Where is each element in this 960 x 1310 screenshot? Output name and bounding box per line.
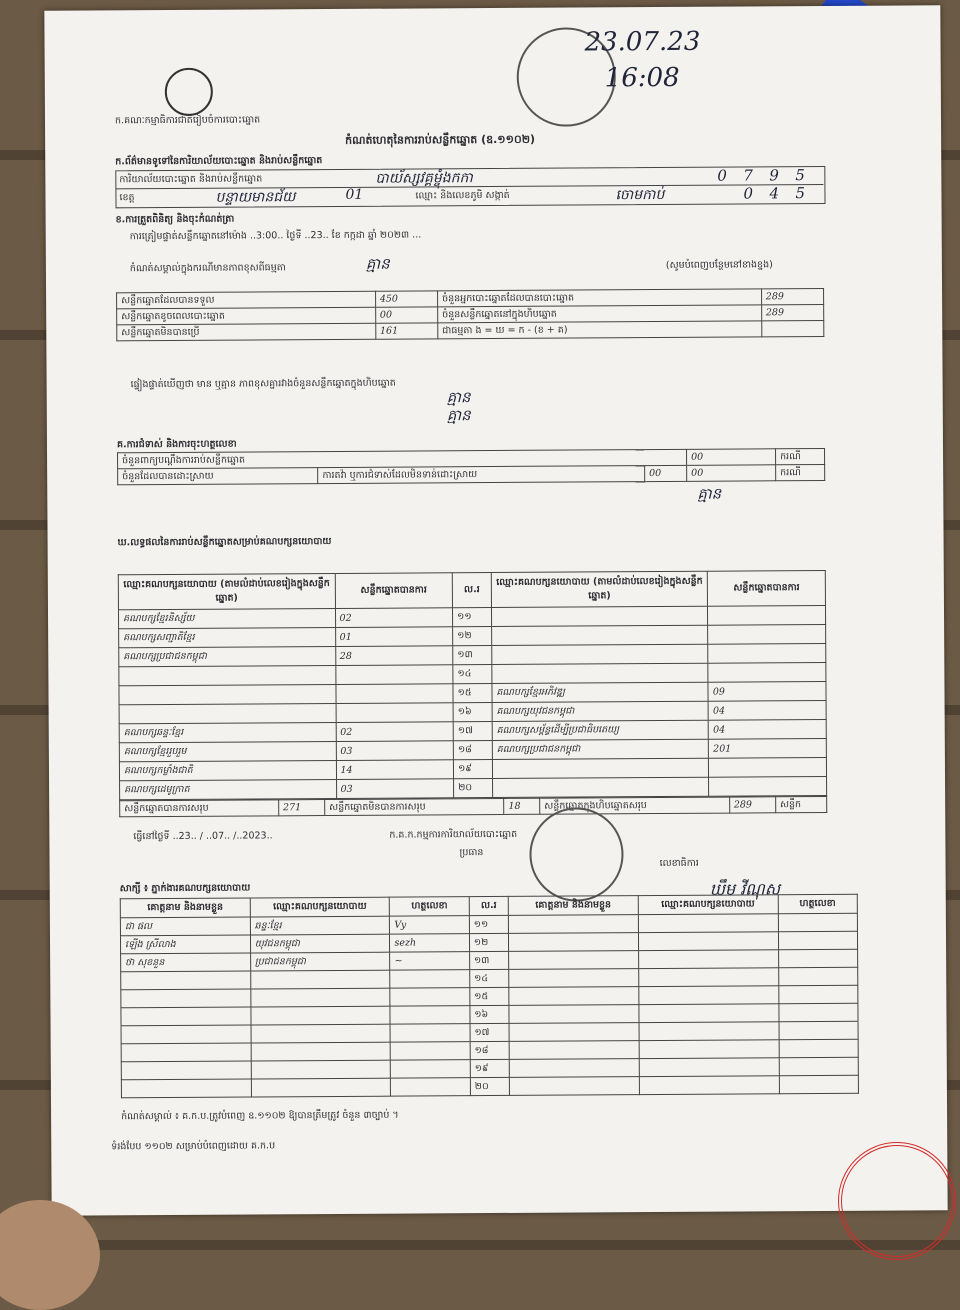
thumb xyxy=(0,1200,100,1310)
witness-row xyxy=(121,1075,858,1098)
witness-sign-right xyxy=(778,1003,858,1021)
totals-row xyxy=(119,796,827,817)
chair-label: ប្រធាន xyxy=(459,847,484,859)
witness-name-left xyxy=(121,1007,251,1026)
result-votes-left xyxy=(335,684,453,704)
result-votes-left: 01 xyxy=(335,627,453,647)
complaints-unit: ករណី xyxy=(776,448,825,464)
page-title: កំណត់ហេតុនៃការរាប់សន្លឹកឆ្នោត (ឧ.១១០២) xyxy=(345,132,536,147)
result-party-right xyxy=(492,777,709,797)
witness-party-right xyxy=(639,1022,779,1041)
result-votes-left: 03 xyxy=(336,741,454,761)
province-label: ខេត្ត xyxy=(119,192,135,204)
result-party-left: គណបក្សឆន្ទៈខ្មែរ xyxy=(119,722,336,742)
result-no-right: ១៧ xyxy=(453,722,492,741)
witness-name-right xyxy=(509,969,639,988)
witness-party-right xyxy=(639,986,779,1005)
note-label: កំណត់សម្គាល់ក្នុងករណីមានភាពខុសពីធម្មតា xyxy=(129,262,286,275)
witness-party-left: ឆន្ទៈខ្មែរ xyxy=(250,916,390,935)
result-votes-right xyxy=(709,757,827,777)
witness-party-left xyxy=(250,970,390,989)
result-no-right: ១៩ xyxy=(454,760,493,779)
check-text: ផ្ទៀងផ្ទាត់ឃើញថា មាន ឬគ្មាន ភាពខុសគ្នារវាងចំនួនសន្លឹកឆ្នោតក្នុងហិបឆ្នោត xyxy=(130,377,396,391)
witness-name-left xyxy=(121,1079,251,1098)
office-label: ការិយាល័យបោះឆ្នោត និងរាប់សន្លឹកឆ្នោត xyxy=(119,173,263,186)
complaints-value: 00 xyxy=(687,449,776,466)
witness-party-right xyxy=(639,1076,779,1095)
witness-name-right xyxy=(509,1041,639,1060)
office-digit-1: 0 xyxy=(717,166,727,185)
witness-name-right xyxy=(508,915,638,934)
witness-name-left xyxy=(121,1061,251,1080)
note2-value: គ្មាន xyxy=(446,388,471,407)
result-votes-left: 03 xyxy=(336,779,454,799)
witness-sign-right xyxy=(779,1039,859,1057)
result-votes-left: 14 xyxy=(336,760,454,780)
box-count-value: 289 xyxy=(761,304,823,320)
witness-sign-left xyxy=(390,988,470,1006)
witness-sign-left xyxy=(390,1024,470,1042)
commune-label: ឈ្មោះ និងលេខភូមិ សង្កាត់ xyxy=(415,189,510,202)
result-votes-right xyxy=(708,624,826,644)
witness-name-left xyxy=(121,971,251,990)
result-no-right: ១២ xyxy=(453,627,492,646)
witness-name-right xyxy=(509,951,639,970)
result-party-right xyxy=(491,625,708,645)
result-votes-left: 02 xyxy=(336,722,454,742)
section4-heading: ឃ.លទ្ធផលនៃការរាប់សន្លឹកឆ្នោតសម្រាប់គណបក្សនយោបាយ xyxy=(117,536,332,549)
result-party-right xyxy=(491,606,708,626)
witness-party-left xyxy=(251,1060,391,1079)
result-votes-right xyxy=(708,605,826,625)
witness-no-right: ១៤ xyxy=(470,969,509,987)
received-label: សន្លឹកឆ្នោតដែលបានទទួល xyxy=(117,291,376,309)
unused-label: សន្លឹកឆ្នោតមិនបានប្រើ xyxy=(117,323,376,341)
witness-sign-left: Vy xyxy=(390,916,470,934)
witness-sign-left xyxy=(391,1060,471,1078)
result-votes-right: 09 xyxy=(708,681,826,701)
result-party-left: គណបក្សដេមូក្រាត xyxy=(120,779,337,799)
result-party-left: គណបក្សខ្មែររួបរួម xyxy=(119,741,336,761)
witness-no-right: ១៨ xyxy=(470,1041,509,1059)
result-party-left: គណបក្សសញ្ជាតិខ្មែរ xyxy=(119,627,336,647)
province-code: 01 xyxy=(345,186,364,203)
witness-no-right: ១១ xyxy=(469,915,508,933)
witness-name-left xyxy=(121,1025,251,1044)
committee-name: ក.គ.ក.កម្មការការិយាល័យបោះឆ្នោត xyxy=(389,828,518,841)
box-count-label: ចំនួនសន្លឹកឆ្នោតនៅក្នុងហិបឆ្នោត xyxy=(438,305,762,323)
witness-party-left xyxy=(251,1042,391,1061)
result-party-left: គណបក្សប្រជាជនកម្ពុជា xyxy=(119,646,336,666)
form-id: ទំរង់បែប ១១០២ សម្រាប់បំពេញដោយ គ.ក.ប xyxy=(111,1140,276,1153)
witness-sign-right xyxy=(778,913,858,931)
result-votes-right: 04 xyxy=(708,719,826,739)
witness-no-right: ១៧ xyxy=(470,1023,509,1041)
results-table xyxy=(118,570,827,800)
formula-label: ជាធម្មតា ង = ឃ = ក - (ខ + គ) xyxy=(438,321,762,339)
result-party-right xyxy=(492,644,709,664)
col-sign-right: ហត្ថលេខា xyxy=(778,894,858,913)
result-party-right xyxy=(492,663,709,683)
result-votes-left: 28 xyxy=(335,646,453,666)
col-votes-right: សន្លឹកឆ្នោតបានការ xyxy=(708,570,826,606)
valid-total-label: សន្លឹកឆ្នោតបានការសរុប xyxy=(120,800,279,817)
witness-sign-right xyxy=(778,949,858,967)
nec-logo-icon xyxy=(165,68,213,116)
invalid-total: 18 xyxy=(504,798,540,814)
witness-sign-right xyxy=(779,1075,859,1093)
col-party-left: ឈ្មោះគណបក្សនយោបាយ xyxy=(250,897,390,917)
ballot-summary-table xyxy=(116,288,824,341)
witness-no-right: ១៦ xyxy=(470,1005,509,1023)
fill-hint: (សូមបំពេញបន្ថែមនៅខាងខ្នង) xyxy=(665,259,773,271)
witness-sign-left: sezh xyxy=(390,934,470,952)
date-line: ធ្វើនៅថ្ងៃទី ..23.. / ..07.. /..2023.. xyxy=(133,830,273,843)
ballot-count-form xyxy=(44,5,947,1215)
section1-heading: ក.ព័ត៌មានទូទៅនៃការិយាល័យបោះឆ្នោត និងរាប់សន្លឹកឆ្នោត xyxy=(115,155,323,168)
witness-sign-left xyxy=(391,1042,471,1060)
result-votes-right xyxy=(708,643,826,663)
witness-name-right xyxy=(509,1059,639,1078)
resolved-unit: ករណី xyxy=(776,464,825,480)
witness-name-left: ឡើង ស្រីលាង xyxy=(120,935,250,954)
result-votes-left xyxy=(336,703,454,723)
witness-party-left xyxy=(251,988,391,1007)
voters-label: ចំនួនអ្នកបោះឆ្នោតដែលបានបោះឆ្នោត xyxy=(438,289,762,307)
witness-sign-right xyxy=(778,967,858,985)
witness-party-right xyxy=(639,1040,779,1059)
result-no-right: ១៤ xyxy=(453,665,492,684)
note3-value: គ្មាន xyxy=(446,406,471,425)
result-votes-right xyxy=(708,662,826,682)
province-name: បន្ទាយមានជ័យ xyxy=(215,189,296,206)
witness-party-right xyxy=(638,914,778,933)
office-digit-4: 5 xyxy=(795,166,805,185)
result-party-right xyxy=(492,758,709,778)
office-name: បាយ័ស្សវគ្គម្ចុំងកកា xyxy=(375,170,473,187)
witness-party-left xyxy=(251,1006,391,1025)
commune-digit-1: 0 xyxy=(743,184,754,203)
col-no: ល.រ xyxy=(469,896,508,915)
note-value: គ្មាន xyxy=(365,254,390,273)
stamp-time: 16:08 xyxy=(604,62,680,94)
unresolved-value: 00 xyxy=(687,465,776,482)
result-party-right: គណបក្សយុវជនកម្ពុជា xyxy=(492,701,709,721)
col-name-left: គោត្តនាម និងនាមខ្លួន xyxy=(120,898,250,918)
witness-party-right xyxy=(638,950,778,969)
witness-party-left xyxy=(251,1078,391,1097)
witness-sign-left xyxy=(390,970,470,988)
witness-name-right xyxy=(509,1023,639,1042)
result-votes-left: 02 xyxy=(335,608,453,628)
ballot-total-unit: សន្លឹក xyxy=(775,796,826,812)
result-party-left: គណបក្សខ្មែរនិស្ស័យ xyxy=(118,608,335,628)
stamp-date: 23.07.23 xyxy=(584,26,701,58)
witness-sign-left: ~ xyxy=(390,952,470,970)
office-digit-2: 7 xyxy=(743,166,753,185)
col-party-right: ឈ្មោះគណបក្សនយោបាយ xyxy=(638,895,778,915)
result-party-left xyxy=(119,684,336,704)
formula-value xyxy=(761,320,823,336)
committee-seal-icon xyxy=(529,807,624,902)
col-votes-left: សន្លឹកឆ្នោតបានការ xyxy=(335,573,453,609)
commune-digit-3: 5 xyxy=(795,184,806,203)
section3-heading: គ.ការជំទាស់ និងការចុះហត្ថលេខា xyxy=(116,438,237,451)
col-party-right: ឈ្មោះគណបក្សនយោបាយ (តាមលំដាប់លេខរៀងក្នុងសន្លឹកឆ្នោត) xyxy=(491,571,708,607)
witness-name-left: ជា ផល xyxy=(120,917,250,936)
result-votes-right: 04 xyxy=(708,700,826,720)
witness-party-left xyxy=(251,1024,391,1043)
footer-note: កំណត់សម្គាល់ ៖ គ.ក.ប.ត្រូវបំពេញ ឧ.១១០២ ឱ្យបានត្រឹមត្រូវ ចំនួន ៣ច្បាប់ ។ xyxy=(121,1109,399,1123)
witness-no-right: ១២ xyxy=(469,933,508,951)
ballot-total: 289 xyxy=(729,797,775,813)
result-party-right: គណបក្សសម្ព័ន្ធដើម្បីប្រជាធិបតេយ្យ xyxy=(492,720,709,740)
voters-value: 289 xyxy=(761,288,823,304)
complaints-table xyxy=(117,448,825,485)
resolved-label: ចំនួនដែលបានដោះស្រាយ xyxy=(118,468,318,485)
witness-sign-right xyxy=(778,931,858,949)
col-party-left: ឈ្មោះគណបក្សនយោបាយ (តាមលំដាប់លេខរៀងក្នុងសន្លឹកឆ្នោត) xyxy=(118,573,335,609)
witness-party-right xyxy=(639,1058,779,1077)
result-party-left: គណបក្សកម្លាំងជាតិ xyxy=(119,760,336,780)
result-votes-left xyxy=(335,665,453,685)
witness-name-left: ថា សុខនួន xyxy=(121,953,251,972)
result-party-left xyxy=(119,665,336,685)
result-votes-right xyxy=(709,776,827,796)
witness-name-left xyxy=(121,989,251,1008)
red-seal-icon xyxy=(838,1142,956,1260)
secretary-label: លេខាធិការ xyxy=(659,857,699,870)
section3-note: គ្មាន xyxy=(697,484,722,503)
spoiled-label: សន្លឹកឆ្នោតខូចពេលបោះឆ្នោត xyxy=(117,307,376,325)
witness-name-right xyxy=(509,1077,639,1096)
witness-sign-left xyxy=(390,1006,470,1024)
resolved-value: 00 xyxy=(645,465,687,481)
witness-sign-right xyxy=(779,1057,859,1075)
result-no-right: ១៦ xyxy=(453,703,492,722)
result-no-right: ១៥ xyxy=(453,684,492,703)
result-no-right: ១១ xyxy=(453,608,492,627)
result-votes-right: 201 xyxy=(709,738,827,758)
witness-name-right xyxy=(509,1005,639,1024)
col-name-right: គោត្តនាម និងនាមខ្លួន xyxy=(508,896,638,916)
witness-sign-right xyxy=(779,1021,859,1039)
witness-party-left: ប្រជាជនកម្ពុជា xyxy=(250,952,390,971)
witness-no-right: ១៩ xyxy=(470,1059,509,1077)
invalid-total-label: សន្លឹកឆ្នោតមិនបានការសរុប xyxy=(325,798,504,815)
section5-heading: សាក្សី ៖ ភ្នាក់ងារគណបក្សនយោបាយ xyxy=(119,882,251,895)
col-no: ល.រ xyxy=(452,573,491,608)
result-no-right: ១៨ xyxy=(453,741,492,760)
received-value: 450 xyxy=(375,291,437,307)
org-name: ក.គណៈកម្មាធិការជាតិរៀបចំការបោះឆ្នោត xyxy=(114,114,261,127)
commune-name: ចោមកាប់ xyxy=(615,186,665,204)
resolved-mid-label: ការតវ៉ា ឬការជំទាស់ដែលមិនទាន់ដោះស្រាយ xyxy=(318,466,645,484)
witness-name-right xyxy=(509,987,639,1006)
result-party-right: គណបក្សប្រជាជនកម្ពុជា xyxy=(492,739,709,759)
witness-table xyxy=(120,894,859,1099)
complaints-label: ចំនួនពាក្យបណ្ដឹងការរាប់សន្លឹកឆ្នោត xyxy=(118,449,687,468)
witness-party-right xyxy=(638,932,778,951)
col-sign-left: ហត្ថលេខា xyxy=(390,897,470,916)
opening-line: ការត្រៀមផ្ទាត់សន្លឹកឆ្នោតនៅម៉ោង ..3:00.. ថ្ងៃទី ..23.. ខែ កក្កដា ឆ្នាំ ២០២៣ ... xyxy=(129,229,422,243)
result-party-right: គណបក្សខ្មែរអភិវឌ្ឍ xyxy=(492,682,709,702)
witness-sign-left xyxy=(391,1078,471,1096)
ballot-total-label: សន្លឹកឆ្នោតក្នុងហិបឆ្នោតសរុប xyxy=(540,797,730,814)
unused-value: 161 xyxy=(375,323,437,339)
office-digit-3: 9 xyxy=(769,166,779,185)
result-party-left xyxy=(119,703,336,723)
witness-name-left xyxy=(121,1043,251,1062)
witness-name-right xyxy=(509,933,639,952)
result-no-right: ១៣ xyxy=(453,646,492,665)
witness-party-left: យុវជនកម្ពុជា xyxy=(250,934,390,953)
valid-total: 271 xyxy=(278,800,324,816)
witness-no-right: ១៥ xyxy=(470,987,509,1005)
result-no-right: ២០ xyxy=(454,779,493,798)
witness-no-right: ១៣ xyxy=(469,951,508,969)
secretary-name: ឃឹម វីណុស xyxy=(709,879,781,899)
witness-party-right xyxy=(638,968,778,987)
commune-digit-2: 4 xyxy=(769,184,780,203)
section2-heading: ខ.ការត្រួតពិនិត្យ និងចុះកំណត់ត្រា xyxy=(115,213,235,226)
witness-sign-right xyxy=(778,985,858,1003)
witness-party-right xyxy=(639,1004,779,1023)
spoiled-value: 00 xyxy=(375,307,437,323)
witness-no-right: ២០ xyxy=(470,1077,509,1095)
